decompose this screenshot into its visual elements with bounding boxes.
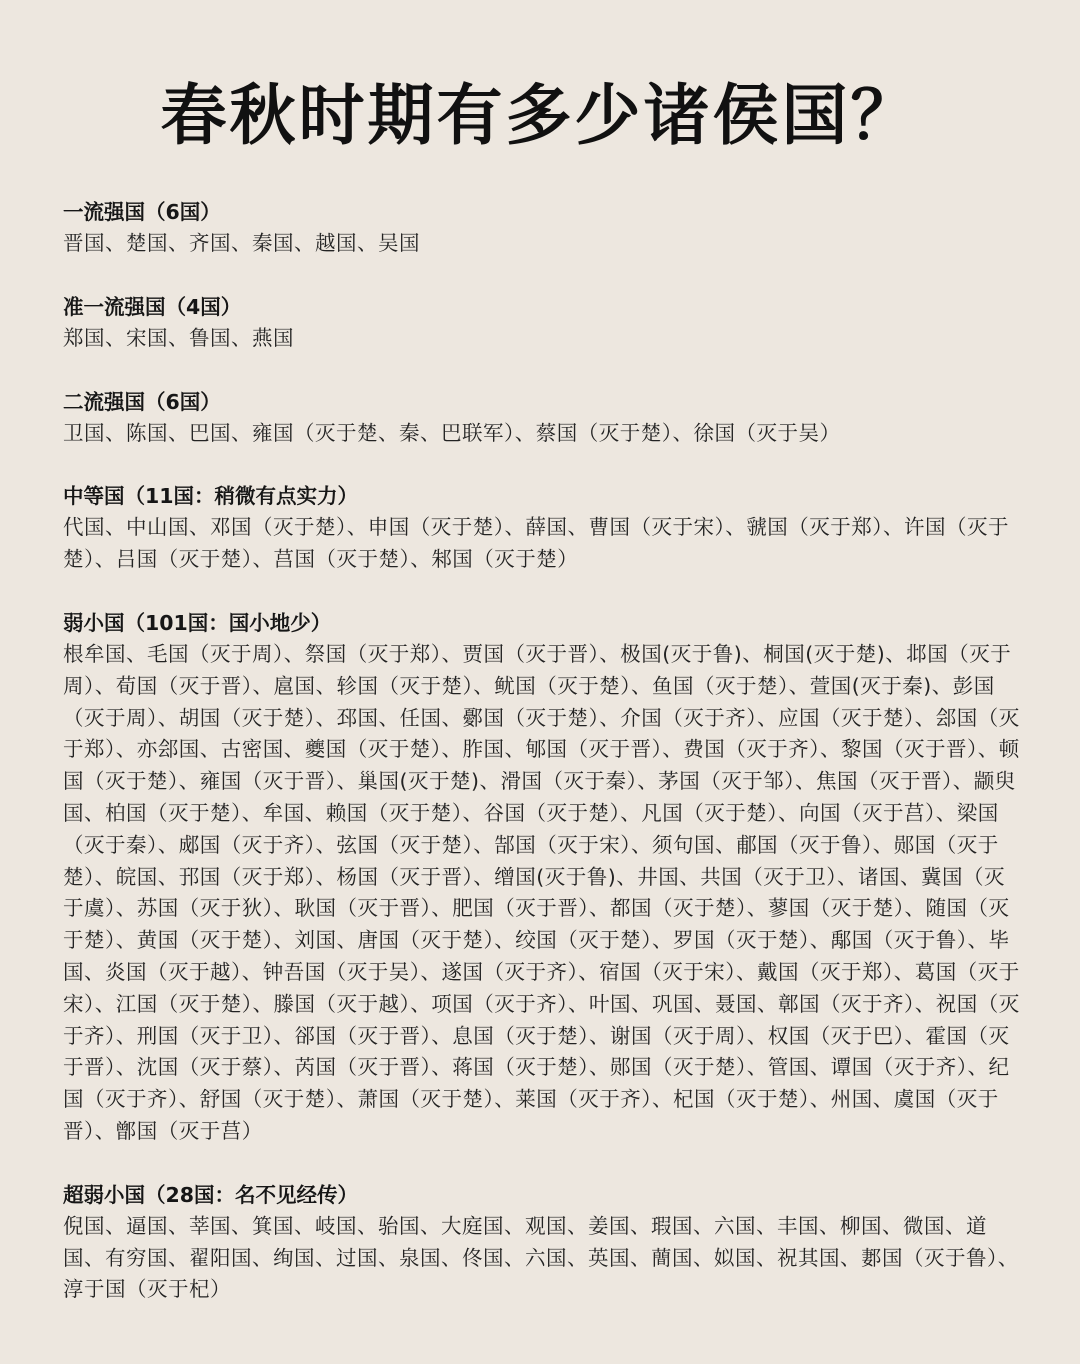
section-body: 卫国、陈国、巴国、雍国（灭于楚、秦、巴联军）、蔡国（灭于楚）、徐国（灭于吴） [63, 420, 841, 445]
section-body: 倪国、逼国、莘国、箕国、岐国、骀国、大庭国、观国、姜国、瑕国、六国、丰国、柳国、微国、道国、有穷国、翟阳国、绚国、过国、泉国、佟国、六国、英国、蕳国、姒国、祝其国、郪国（灭于鲁）、淳于国（灭于杞） [63, 1213, 1019, 1302]
section-body: 根牟国、毛国（灭于周）、祭国（灭于郑）、贾国（灭于晋）、极国(灭于鲁)、桐国(灭于楚)、邶国（灭于周）、荀国（灭于晋）、扈国、轸国（灭于楚）、鱿国（灭于楚）、鱼国（灭于楚）、萱国(灭于秦)、彭国（灭于周）、胡国（灭于楚）、邳国、任国、鄾国（灭于楚）、介国（灭于齐）、应国（灭于楚）、郐国（灭于郑）、亦郐国、古密国、夔国（灭于楚）、胙国、郇国（灭于晋）、费国（灭于齐）、黎国（灭于晋）、顿国（灭于楚）、雍国（灭于晋）、巢国(灭于楚)、滑国（灭于秦）、茅国（灭于邹）、焦国（灭于晋）、颛臾国、柏国（灭于楚）、牟国、赖国（灭于楚）、谷国（灭于楚）、凡国（灭于楚）、向国（灭于莒）、梁国（灭于秦）、郕国（灭于齐）、弦国（灭于楚）、郜国（灭于宋）、须句国、郙国（灭于鲁）、郧国（灭于楚）、皖国、邘国（灭于郑）、杨国（灭于晋）、缯国(灭于鲁)、井国、共国（灭于卫）、诸国、冀国（灭于虞）、苏国（灭于狄）、耿国（灭于晋）、肥国（灭于晋）、都国（灭于楚）、蓼国（灭于楚）、随国（灭于楚）、黄国（灭于楚）、刘国、唐国（灭于楚）、绞国（灭于楚）、罗国（灭于楚）、鄅国（灭于鲁）、毕国、炎国（灭于越）、钟吾国（灭于吴）、遂国（灭于齐）、宿国（灭于宋）、戴国（灭于郑）、葛国（灭于宋）、江国（灭于楚）、滕国（灭于越）、项国（灭于齐）、叶国、巩国、聂国、鄣国（灭于齐）、祝国（灭于齐）、刑国（灭于卫）、郤国（灭于晋）、息国（灭于楚）、谢国（灭于周）、权国（灭于巴）、霍国（灭于晋）、沈国（灭于蔡）、芮国（灭于晋）、蒋国（灭于楚）、郧国（灭于楚）、管国、谭国（灭于齐）、纪国（灭于齐）、舒国（灭于楚）、萧国（灭于楚）、莱国（灭于齐）、杞国（灭于楚）、州国、虞国（灭于晋）、鄫国（灭于莒） [63, 641, 1020, 1143]
section-body: 郑国、宋国、鲁国、燕国 [63, 325, 294, 350]
section-body: 晋国、楚国、齐国、秦国、越国、吴国 [63, 231, 420, 255]
section-second-tier [63, 386, 1021, 450]
section-heading: 一流强国（6国） [63, 200, 221, 224]
section-heading: 中等国（11国：稍微有点实力） [63, 484, 359, 509]
section-very-weak-states [63, 1179, 1021, 1306]
section-middle-tier [63, 480, 1021, 576]
section-heading: 弱小国（101国：国小地少） [63, 610, 332, 635]
section-weak-states [63, 607, 1021, 1148]
section-first-tier [63, 196, 1021, 260]
page-title: 春秋时期有多少诸侯国？ [160, 77, 920, 154]
section-heading: 超弱小国（28国：名不见经传） [63, 1182, 359, 1207]
section-near-first-tier [63, 291, 1021, 355]
section-heading: 二流强国（6国） [63, 389, 221, 414]
section-heading: 准一流强国（4国） [63, 294, 242, 319]
section-body: 代国、中山国、邓国（灭于楚）、申国（灭于楚）、薛国、曹国（灭于宋）、虢国（灭于郑）、许国（灭于楚）、吕国（灭于楚）、莒国（灭于楚）、邾国（灭于楚） [63, 515, 1009, 572]
section-list [63, 196, 1021, 1337]
